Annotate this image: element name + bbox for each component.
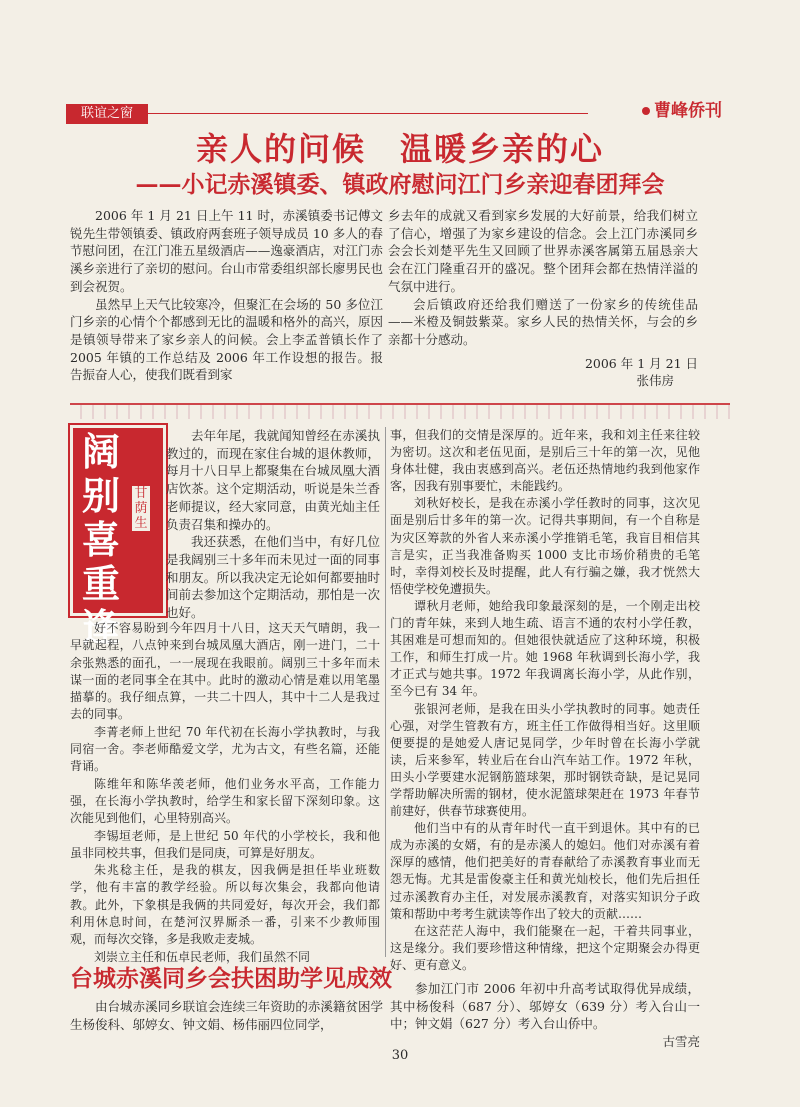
article2-paragraph: 刘秋好校长，是我在赤溪小学任教时的同事，这次见面是别后廿多年的第一次。记得共事期间，有一个自称是为灾区筹款的外省人来赤溪小学推销毛笔，我盲目相信其言是实，正当我准备购买 1000 支比市场价稍贵的毛笔时，幸得刘校长及时提醒，此人有行骗之嫌，我才恍然大悟使学校免遭损失。 — [390, 496, 700, 596]
article1-subtitle: ——小记赤溪镇委、镇政府慰问江门乡亲迎春团拜会 — [135, 171, 665, 198]
article1-date: 2006 年 1 月 21 日 — [584, 355, 698, 371]
article2-left-column-top — [166, 427, 380, 622]
bullet-icon — [642, 107, 650, 115]
article1-right-column — [388, 207, 698, 390]
article2-paragraph: 在这茫茫人海中，我们能聚在一起，干着共同事业，这是缘分。我们要珍惜这种情缘，把这个定期聚会办得更好、更有意义。 — [390, 923, 700, 972]
article2-paragraph: 他们当中有的从青年时代一直干到退休。其中有的已成为赤溪的女婿，有的是赤溪人的媳妇。他们对赤溪有着深厚的感情，他们把美好的青春献给了赤溪教育事业而无怨无悔。尤其是雷俊豪主任和黄光灿校长，他们先后担任过赤溪教育办主任，对发展赤溪教育，对落实知识分子政策和帮助中考考生就读等作出了较大的贡献…… — [390, 821, 700, 921]
article2-paragraph: 好不容易盼到今年四月十八日，这天天气晴朗，我一早就起程，八点钟来到台城凤凰大酒店，刚一进门，二十余张熟悉的面孔，一一展现在我眼前。阔别三十多年而未谋一面的老同事全在其中。此时的激动心情是难以用笔墨描摹的。我仔细点算，一共二十四人，其中十二人是我过去的同事。 — [70, 621, 380, 722]
decorative-divider — [70, 403, 730, 419]
article1-paragraph: 虽然早上天气比较寒冷，但聚汇在会场的 50 多位江门乡亲的心情个个都感到无比的温暖和格外的高兴，原因是镇领导带来了家乡亲人的问候。会上李孟普镇长作了 2005 年镇的工作总结及 2006 年工作设想的报告。报告振奋人心，使我们既看到家 — [70, 296, 383, 383]
article3-paragraph: 由台城赤溪同乡联谊会连续三年资助的赤溪籍贫困学生杨俊科、邬婷女、钟文娟、杨伟丽四位同学， — [70, 999, 383, 1032]
article2-paragraph: 李锡垣老师，是上世纪 50 年代的小学校长，我和他虽非同校共事，但我们是同庚，可算是好朋友。 — [70, 828, 380, 860]
article2-paragraph: 张银河老师，是我在田头小学执教时的同事。她责任心强，对学生管教有方，班主任工作做得相当好。这里顺便要提的是她爱人唐记晃同学，少年时曾在长海小学就读，后来参军，转业后在台山汽车站工作。1972 年秋，田头小学要建水泥钢筋篮球架，那时钢铁奇缺，是记晃同学帮助解决所需的钢材，使水泥篮球架赶在 1973 年春节前建好，供春节球赛使用。 — [390, 701, 700, 819]
publication-name — [642, 96, 722, 121]
article3-right-column — [390, 980, 700, 1051]
article1-left-column — [70, 207, 383, 384]
publication-label: 曹峰侨刊 — [654, 101, 722, 121]
article1-paragraph: 会后镇政府还给我们赠送了一份家乡的传统佳品——米橙及铜鼓紫菜。家乡人民的热情关怀，与会的乡亲都十分感动。 — [388, 296, 698, 347]
title-char: 喜 — [81, 517, 120, 562]
article2-paragraph: 事，但我们的交情是深厚的。近年来，我和刘主任来往较为密切。这次和老伍见面，是别后三十年的第一次，见他身体壮健，我由衷感到高兴。老伍还热情地约我到他家作客，因我有别事要忙，未能践约。 — [390, 428, 700, 494]
article3-author: 古雪亮 — [662, 1034, 700, 1050]
article3-paragraph: 参加江门市 2006 年初中升高考试取得优异成绩，其中杨俊科（687 分）、邬婷女（639 分）考入台山一中；钟文娟（627 分）考入台山侨中。 — [390, 981, 700, 1032]
article1-paragraph: 2006 年 1 月 21 日上午 11 时，赤溪镇委书记傅文锐先生带领镇委、镇政府两套班子领导成员 10 多人的春节慰问团，在江门准五星级酒店——逸豪酒店，对江门赤溪乡亲进行了亲切的慰问。台山市常委组织部长廖男民也到会祝贺。 — [70, 208, 383, 294]
title-char: 重 — [81, 561, 120, 606]
article2-paragraph: 陈维年和陈华羡老师，他们业务水平高，工作能力强，在长海小学执教时，给学生和家长留下深刻印象。这次能见到他们，心里特别高兴。 — [70, 776, 380, 826]
article2-paragraph: 朱兆稔主任，是我的棋友，因我俩是担任毕业班数学，他有丰富的教学经验。所以每次集会，我都向他请教。此外，下象棋是我俩的共同爱好，每次开会，我们都利用休息时间，在楚河汉界厮杀一番，引来不少教师围观，而每次交锋，多是我败走麦城。 — [70, 863, 380, 947]
article1-title: 亲人的问候 温暖乡亲的心 — [195, 130, 604, 168]
header-rule — [148, 113, 588, 114]
column-divider — [385, 427, 386, 957]
article1-author: 张伟房 — [636, 373, 674, 389]
article2-paragraph: 去年年尾，我就闻知曾经在赤溪执教过的，而现在家住台城的退休教师，每月十八日早上都聚集在台城凤凰大酒店饮茶。这个定期活动，听说是朱兰香老师提议，经大家同意，由黄光灿主任负责召集和操办的。 — [166, 428, 380, 532]
article2-right-column — [390, 427, 700, 974]
article3-title: 台城赤溪同乡会扶困助学见成效 — [70, 966, 392, 992]
article2-left-column — [70, 620, 380, 966]
article2-paragraph: 李菁老师上世纪 70 年代初在长海小学执教时，与我同宿一舍。李老师酷爱文学，尤为古文，有些名篇，还能背诵。 — [70, 724, 380, 774]
article3-left-column — [70, 998, 383, 1033]
title-char: 别 — [81, 473, 120, 518]
article2-author: 甘荫生 — [132, 486, 150, 531]
article2-paragraph: 刘崇立主任和伍卓民老师，我们虽然不同 — [94, 949, 311, 964]
title-char: 逢 — [81, 605, 120, 650]
article2-title — [74, 430, 128, 650]
article2-paragraph: 谭秋月老师，她给我印象最深刻的是，一个刚走出校门的青年妹，来到人地生疏、语言不通的农村小学任教，其困难是可想而知的。但她很快就适应了这种环境，积极工作，和师生打成一片。她 1968 年秋调到长海小学，我才正式与她共事。1972 年我调离长海小学，从此作别，至今已有 34 年。 — [390, 598, 700, 699]
section-tag: 联谊之窗 — [66, 104, 148, 124]
page-number: 30 — [391, 1048, 409, 1063]
article1-paragraph: 乡去年的成就又看到家乡发展的大好前景，给我们树立了信心，增强了为家乡建设的信念。会上江门赤溪同乡会会长刘楚平先生又回顾了世界赤溪客属第五届恳亲大会在江门隆重召开的盛况。整个团拜会都在热情洋溢的气氛中进行。 — [388, 208, 698, 294]
title-char: 阔 — [81, 429, 120, 474]
article2-paragraph: 我还获悉，在他们当中，有好几位是我阔别三十多年而未见过一面的同事和朋友。所以我决定无论如何都要抽时间前去参加这个定期活动，那怕是一次也好。 — [166, 534, 380, 621]
